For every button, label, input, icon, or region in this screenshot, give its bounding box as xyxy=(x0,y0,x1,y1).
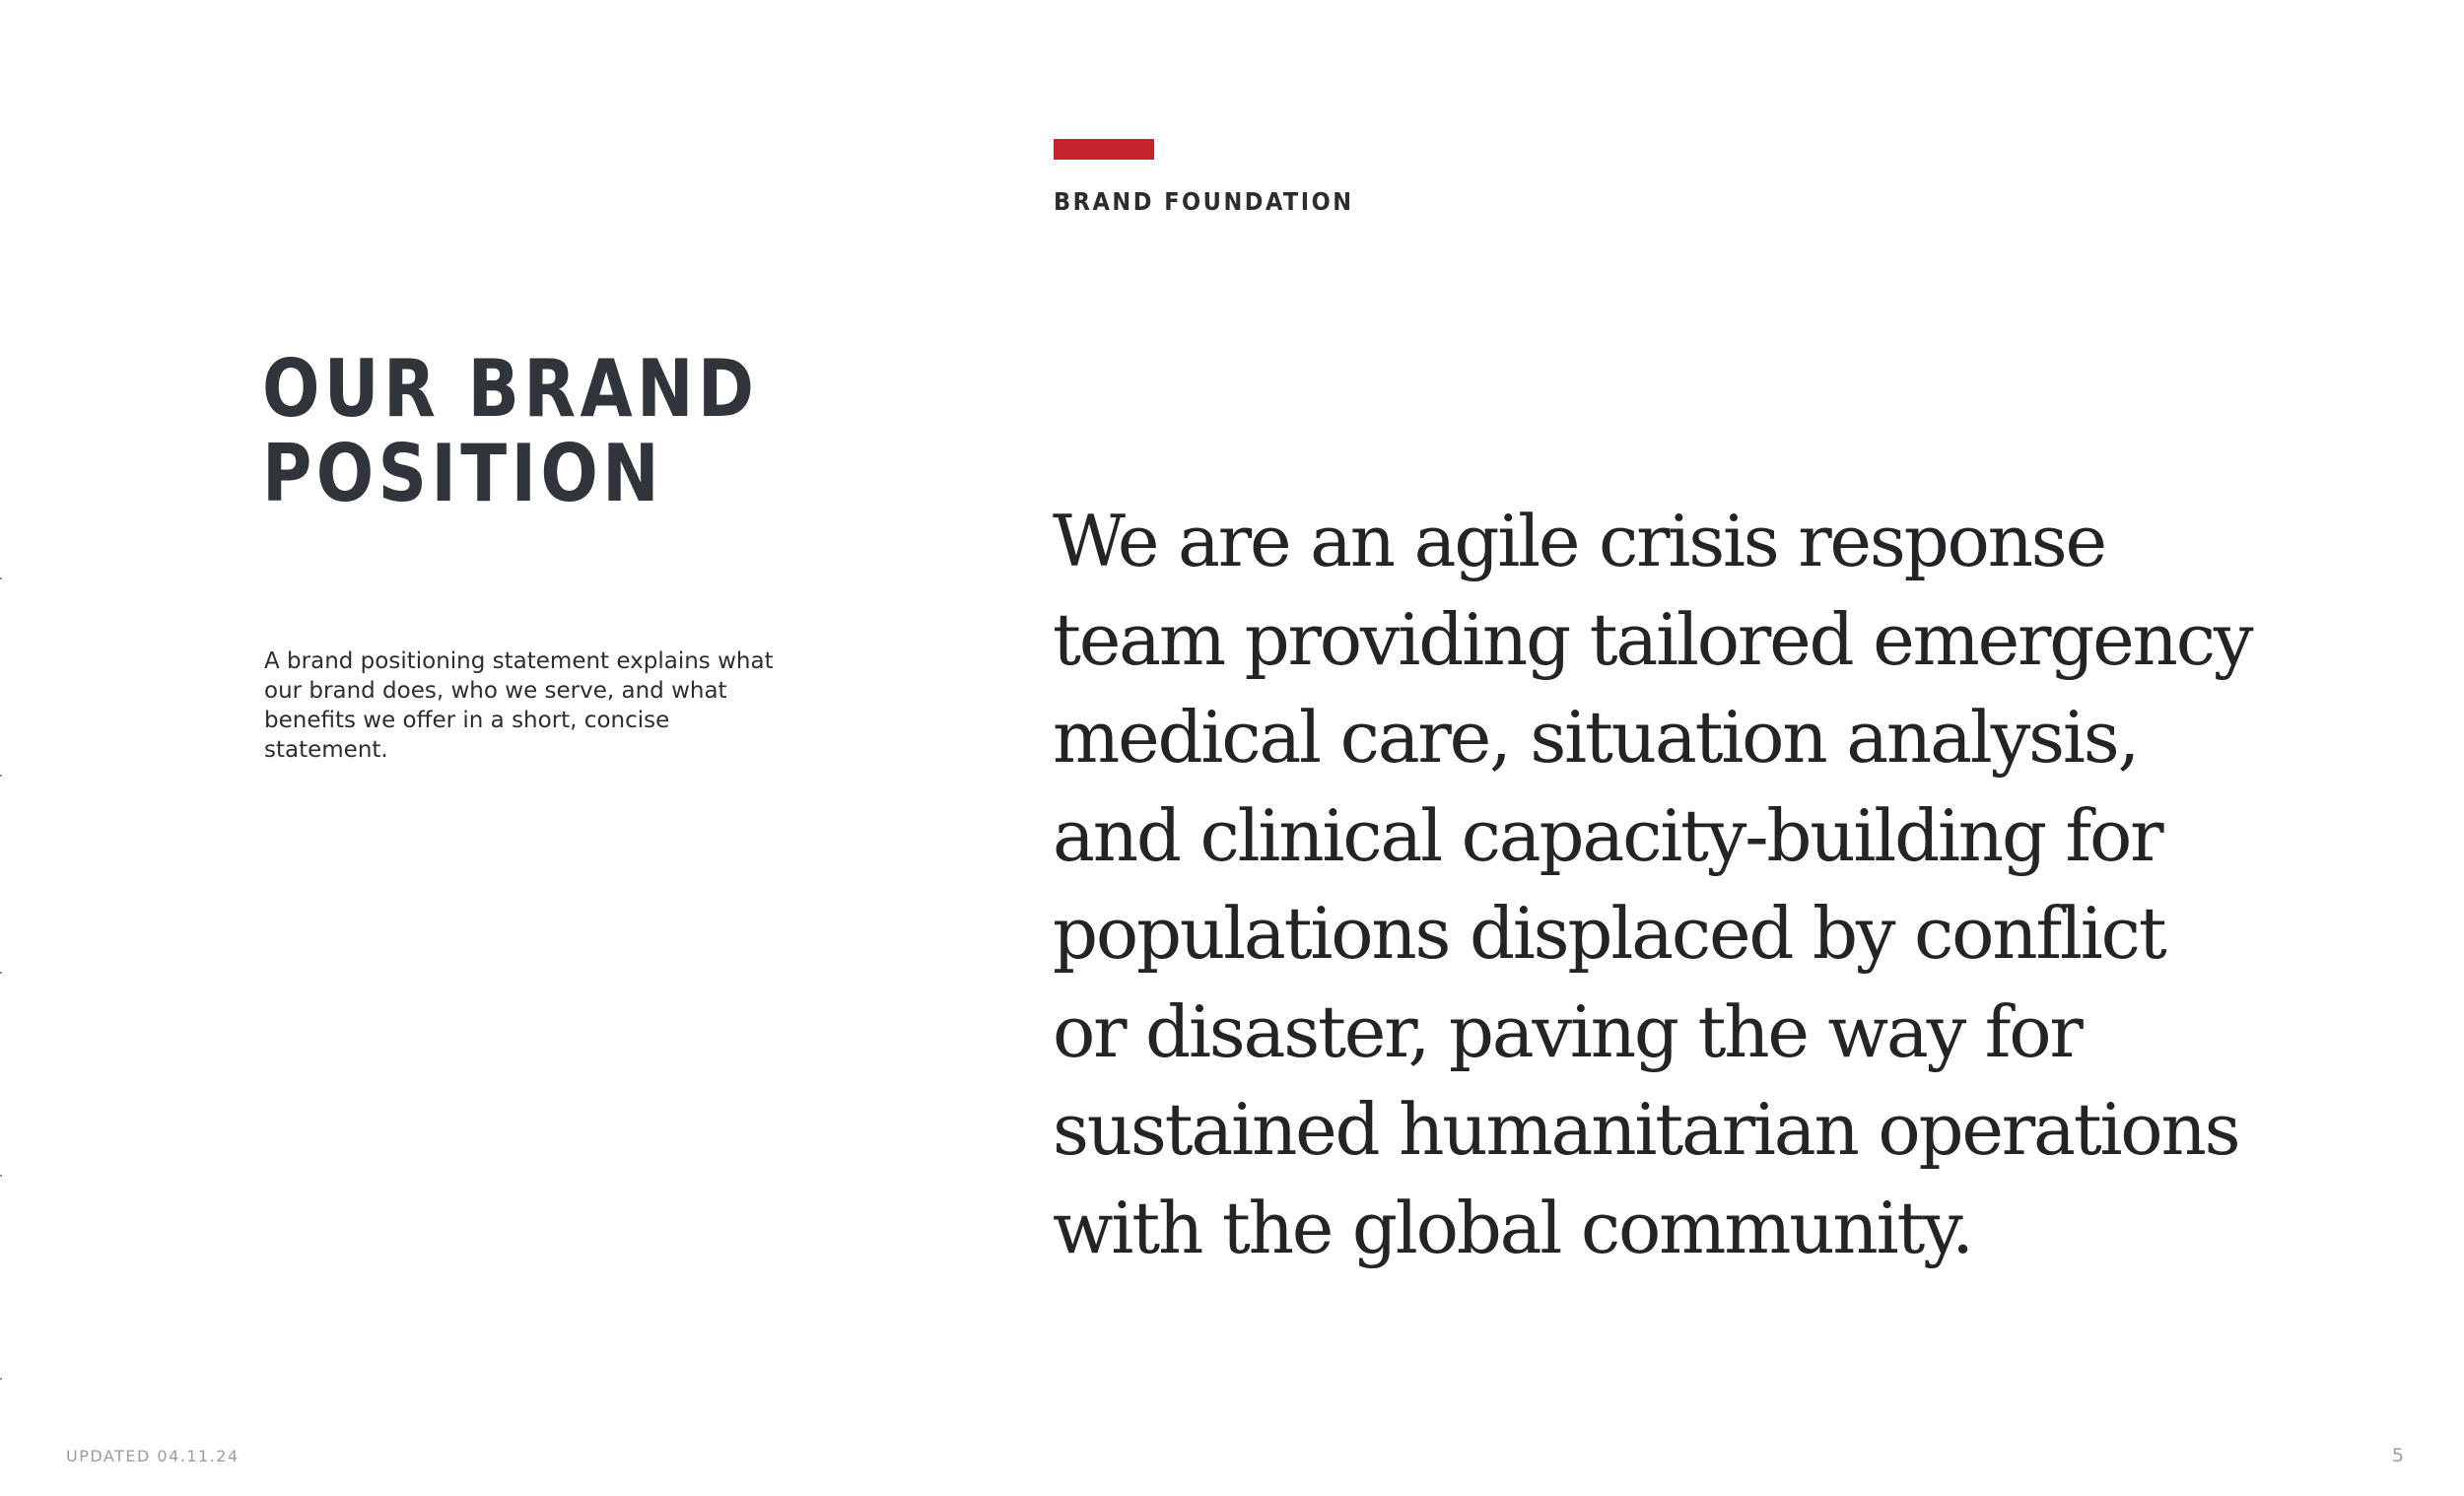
statement-line: We are an agile crisis response xyxy=(1053,500,2105,582)
statement-line: or disaster, paving the way for xyxy=(1053,989,2082,1073)
statement-line: sustained humanitarian operations xyxy=(1053,1088,2239,1171)
positioning-statement xyxy=(1053,493,2334,1277)
page-title-line-2: POSITION xyxy=(262,428,664,519)
page-title xyxy=(262,343,759,519)
section-label: BRAND FOUNDATION xyxy=(1054,187,1354,216)
edge-tick-mark xyxy=(0,1378,2,1380)
edge-tick-mark xyxy=(0,972,2,974)
updated-date: UPDATED 04.11.24 xyxy=(66,1447,240,1465)
edge-tick-mark xyxy=(0,578,2,579)
statement-line: and clinical capacity-building for xyxy=(1053,793,2162,877)
page-title-line-1: OUR BRAND xyxy=(262,343,759,435)
page-number: 5 xyxy=(2391,1445,2404,1466)
statement-line: populations displaced by conflict xyxy=(1053,892,2165,975)
edge-tick-mark xyxy=(0,1175,2,1177)
statement-line: medical care, situation analysis, xyxy=(1053,696,2139,779)
description-text: A brand positioning statement explains what our brand does, who we serve, and what benefits we offer in a short, concise statement. xyxy=(264,648,774,763)
edge-tick-mark xyxy=(0,775,2,777)
statement-line: with the global community. xyxy=(1053,1186,1972,1269)
accent-bar xyxy=(1054,139,1154,160)
statement-line: team providing tailored emergency xyxy=(1053,597,2252,681)
